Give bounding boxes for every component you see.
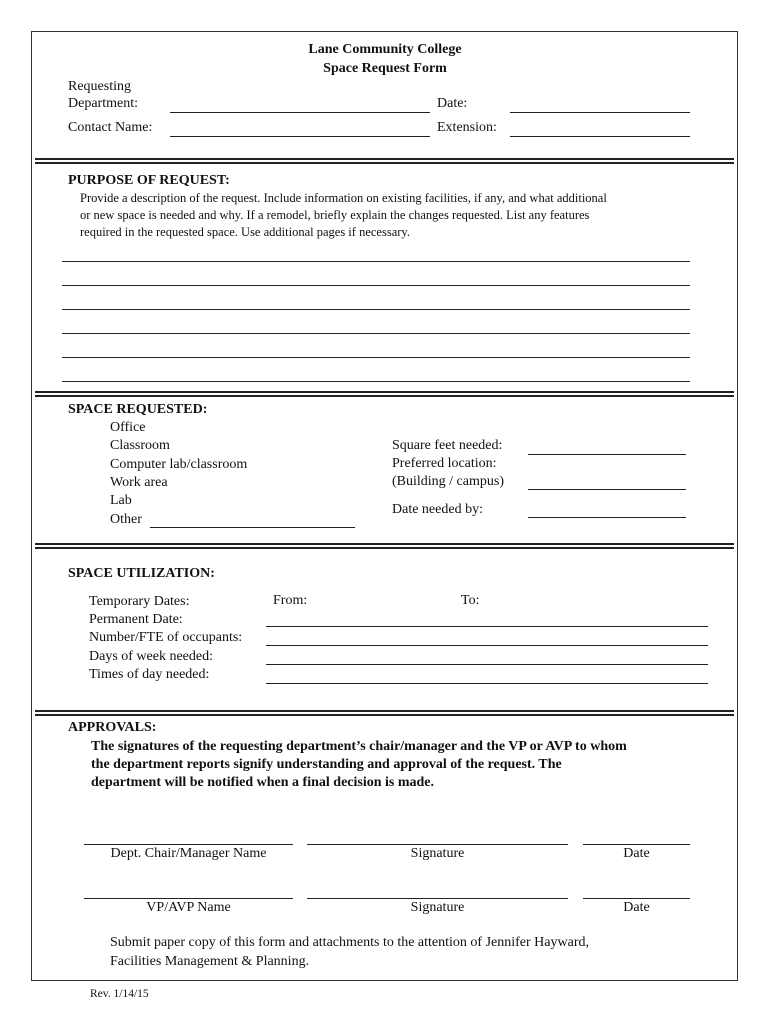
- option-computer-lab[interactable]: Computer lab/classroom: [110, 457, 248, 472]
- chair-signature-field[interactable]: [307, 844, 568, 845]
- square-feet-label: Square feet needed:: [392, 438, 503, 453]
- option-other[interactable]: Other: [110, 512, 142, 527]
- temporary-dates-label: Temporary Dates:: [89, 594, 190, 609]
- days-field[interactable]: [266, 664, 708, 665]
- purpose-field-line[interactable]: [62, 309, 690, 310]
- option-work-area[interactable]: Work area: [110, 475, 168, 490]
- vp-name-label: VP/AVP Name: [146, 900, 231, 915]
- approvals-heading: APPROVALS:: [68, 720, 157, 735]
- section-divider: [35, 391, 734, 397]
- form-title: Space Request Form: [323, 61, 447, 76]
- submit-text-line-1: Submit paper copy of this form and attachments to the attention of Jennifer Hayward,: [110, 935, 589, 950]
- college-name: Lane Community College: [308, 42, 462, 57]
- date-label: Date:: [437, 96, 468, 111]
- date-field[interactable]: [510, 112, 690, 113]
- purpose-field-line[interactable]: [62, 381, 690, 382]
- chair-date-field[interactable]: [583, 844, 690, 845]
- vp-signature-field[interactable]: [307, 898, 568, 899]
- vp-date-field[interactable]: [583, 898, 690, 899]
- extension-label: Extension:: [437, 120, 497, 135]
- occupants-label: Number/FTE of occupants:: [89, 630, 243, 645]
- purpose-heading: PURPOSE OF REQUEST:: [68, 173, 230, 188]
- submit-text-line-2: Facilities Management & Planning.: [110, 954, 310, 969]
- square-feet-field[interactable]: [528, 454, 686, 455]
- requesting-dept-label-2: Department:: [68, 96, 138, 111]
- contact-name-label: Contact Name:: [68, 120, 153, 135]
- purpose-instructions-line-1: Provide a description of the request. Include information on existing facilities, if any, and what additional: [80, 191, 607, 205]
- date-needed-label: Date needed by:: [392, 502, 483, 517]
- chair-signature-label: Signature: [410, 846, 465, 861]
- vp-signature-label: Signature: [410, 900, 465, 915]
- chair-name-field[interactable]: [84, 844, 293, 845]
- from-label: From:: [273, 593, 308, 608]
- times-field[interactable]: [266, 683, 708, 684]
- preferred-location-field[interactable]: [528, 489, 686, 490]
- purpose-instructions-line-3: required in the requested space. Use additional pages if necessary.: [80, 225, 410, 239]
- purpose-field-line[interactable]: [62, 261, 690, 262]
- space-requested-heading: SPACE REQUESTED:: [68, 402, 208, 417]
- contact-name-field[interactable]: [170, 136, 430, 137]
- option-classroom[interactable]: Classroom: [110, 438, 170, 453]
- to-label: To:: [461, 593, 480, 608]
- space-utilization-heading: SPACE UTILIZATION:: [68, 566, 215, 581]
- approvals-text-line-2: the department reports signify understanding and approval of the request. The: [91, 757, 562, 772]
- purpose-field-line[interactable]: [62, 357, 690, 358]
- purpose-field-line[interactable]: [62, 333, 690, 334]
- section-divider: [35, 710, 734, 716]
- occupants-field[interactable]: [266, 645, 708, 646]
- requesting-dept-field[interactable]: [170, 112, 430, 113]
- other-field[interactable]: [150, 527, 355, 528]
- purpose-instructions-line-2: or new space is needed and why. If a remodel, briefly explain the changes requested. List any features: [80, 208, 590, 222]
- building-campus-label: (Building / campus): [392, 474, 504, 489]
- option-office[interactable]: Office: [110, 420, 146, 435]
- section-divider: [35, 543, 734, 549]
- vp-date-label: Date: [623, 900, 650, 915]
- purpose-field-line[interactable]: [62, 285, 690, 286]
- section-divider: [35, 158, 734, 164]
- permanent-date-label: Permanent Date:: [89, 612, 183, 627]
- chair-name-label: Dept. Chair/Manager Name: [110, 846, 267, 861]
- approvals-text-line-3: department will be notified when a final decision is made.: [91, 775, 435, 790]
- extension-field[interactable]: [510, 136, 690, 137]
- chair-date-label: Date: [623, 846, 650, 861]
- date-needed-field[interactable]: [528, 517, 686, 518]
- requesting-dept-label-1: Requesting: [68, 79, 131, 94]
- revision-label: Rev. 1/14/15: [90, 988, 149, 1000]
- vp-name-field[interactable]: [84, 898, 293, 899]
- days-label: Days of week needed:: [89, 649, 214, 664]
- times-label: Times of day needed:: [89, 667, 210, 682]
- approvals-text-line-1: The signatures of the requesting department’s chair/manager and the VP or AVP to whom: [91, 739, 627, 754]
- option-lab[interactable]: Lab: [110, 493, 132, 508]
- preferred-location-label: Preferred location:: [392, 456, 497, 471]
- temporary-dates-field[interactable]: [266, 626, 708, 627]
